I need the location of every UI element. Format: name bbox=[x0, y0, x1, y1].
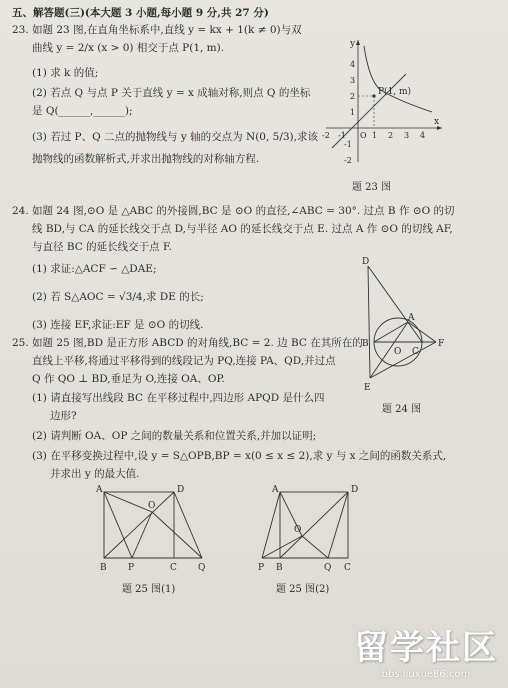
q25-caption-1: 题 25 图(1) bbox=[122, 584, 176, 595]
watermark-url: bbs.liuxue86.com bbox=[381, 669, 471, 680]
q25-caption-2: 题 25 图(2) bbox=[276, 584, 330, 595]
q24-label-c: C bbox=[412, 347, 419, 357]
q25f1-label-a: A bbox=[96, 485, 103, 495]
q25f2-label-p: P bbox=[258, 563, 265, 573]
q23-figure bbox=[318, 36, 448, 166]
q25f2-label-c: C bbox=[344, 563, 351, 573]
q25-line-7: (3) 在平移变换过程中,设 y = S△OPB,BP = x(0 ≤ x ≤ 2),求 y 与 x 之间的函数关系式, bbox=[32, 450, 447, 462]
q25-line-6: (2) 请判断 OA、OP 之间的数量关系和位置关系,并加以证明; bbox=[32, 430, 317, 442]
q24-line-2: 线 BD,与 CA 的延长线交于点 D,与半径 AO 的延长线交于点 E. 过点 A 作 ⊙O 的切线 AF, bbox=[32, 223, 453, 235]
q23-line-7: 抛物线的函数解析式,并求出抛物线的对称轴方程. bbox=[32, 153, 260, 165]
q23-y-axis-label: y bbox=[350, 39, 356, 49]
q25f1-label-p: P bbox=[128, 563, 135, 573]
q24-label-o: O bbox=[394, 347, 402, 357]
q24-label-e: E bbox=[364, 383, 371, 393]
q23-y-tick: 2 bbox=[350, 92, 356, 101]
q25f1-label-o: O bbox=[148, 501, 156, 511]
q23-x-tick: -1 bbox=[338, 131, 346, 140]
q23-x-tick: 4 bbox=[420, 131, 426, 140]
q25f2-label-o: O bbox=[294, 525, 302, 535]
q25f2-label-a: A bbox=[272, 485, 279, 495]
q25f1-label-q: Q bbox=[198, 563, 206, 573]
q25-figure-2 bbox=[254, 484, 364, 574]
q24-label-b: B bbox=[362, 339, 369, 349]
q23-y-tick: -1 bbox=[344, 140, 352, 149]
q24-caption: 题 24 图 bbox=[382, 404, 422, 415]
q23-line-6: (3) 若过 P、Q 二点的抛物线与 y 轴的交点为 N(0, 5/3),求该 bbox=[32, 131, 318, 143]
q23-y-tick: 4 bbox=[350, 60, 356, 69]
q23-y-tick: -2 bbox=[344, 156, 352, 165]
q24-label-d: D bbox=[362, 257, 370, 267]
q25-figure-1 bbox=[92, 484, 212, 574]
q23-point-label: P(1, m) bbox=[378, 87, 412, 97]
q25f2-label-q: Q bbox=[324, 563, 332, 573]
q24-line-1: 24. 如题 24 图,⊙O 是 △ABC 的外接圆,BC 是 ⊙O 的直径,∠ABC = 30°. 过点 B 作 ⊙O 的切 bbox=[12, 205, 455, 217]
q23-line-2: 曲线 y = 2/x (x > 0) 相交于点 P(1, m). bbox=[32, 42, 225, 54]
q25f2-label-d: D bbox=[351, 485, 359, 495]
q23-x-axis-label: x bbox=[434, 117, 440, 127]
watermark-logo-text: 留学社区 bbox=[354, 628, 498, 668]
q25-line-5: 边形? bbox=[50, 410, 77, 422]
q25-line-4: (1) 请直接写出线段 BC 在平移过程中,四边形 APQD 是什么四 bbox=[32, 392, 325, 404]
q24-line-5: (2) 若 S△AOC = √3/4,求 DE 的长; bbox=[32, 291, 204, 303]
section-header: 五、解答题(三)(本大题 3 小题,每小题 9 分,共 27 分) bbox=[12, 7, 269, 19]
q25-line-3: Q 作 QO ⊥ BD,垂足为 O,连接 OA、OP. bbox=[32, 373, 225, 385]
q23-line-3: (1) 求 k 的值; bbox=[32, 67, 99, 79]
q25-line-8: 并求出 y 的最大值. bbox=[50, 468, 140, 480]
q23-x-tick: 1 bbox=[372, 131, 378, 140]
q25f1-label-b: B bbox=[100, 563, 107, 573]
q23-y-tick: 3 bbox=[350, 76, 356, 85]
q23-line-5: 是 Q(______,______); bbox=[32, 105, 133, 117]
q25f1-label-d: D bbox=[177, 485, 185, 495]
q23-y-tick: 1 bbox=[350, 108, 356, 117]
q25-line-1: 25. 如题 25 图,BD 是正方形 ABCD 的对角线,BC = 2. 边 BC 在其所在的 bbox=[12, 337, 363, 349]
q24-label-a: A bbox=[408, 313, 415, 323]
q24-line-6: (3) 连接 EF,求证:EF 是 ⊙O 的切线. bbox=[32, 319, 204, 331]
q23-caption: 题 23 图 bbox=[352, 182, 392, 193]
q24-line-3: 与直径 BC 的延长线交于点 F. bbox=[32, 241, 172, 253]
q25-line-2: 直线上平移,将通过平移得到的线段记为 PQ,连接 PA、QD,并过点 bbox=[32, 355, 336, 367]
q24-figure bbox=[352, 256, 452, 394]
q23-x-tick: 3 bbox=[404, 131, 410, 140]
q24-label-f: F bbox=[438, 339, 445, 349]
q25f2-label-b: B bbox=[276, 563, 283, 573]
q23-x-tick: 2 bbox=[388, 131, 394, 140]
q23-line-4: (2) 若点 Q 与点 P 关于直线 y = x 成轴对称,则点 Q 的坐标 bbox=[32, 87, 311, 99]
q24-line-4: (1) 求证:△ACF ∽ △DAE; bbox=[32, 263, 157, 275]
q23-line-1: 23. 如题 23 图,在直角坐标系中,直线 y = kx + 1(k ≠ 0)与双 bbox=[12, 24, 302, 36]
q25f1-label-c: C bbox=[170, 563, 177, 573]
q23-origin-label: O bbox=[360, 131, 367, 140]
watermark bbox=[354, 620, 498, 680]
q23-x-tick: -2 bbox=[322, 131, 330, 140]
